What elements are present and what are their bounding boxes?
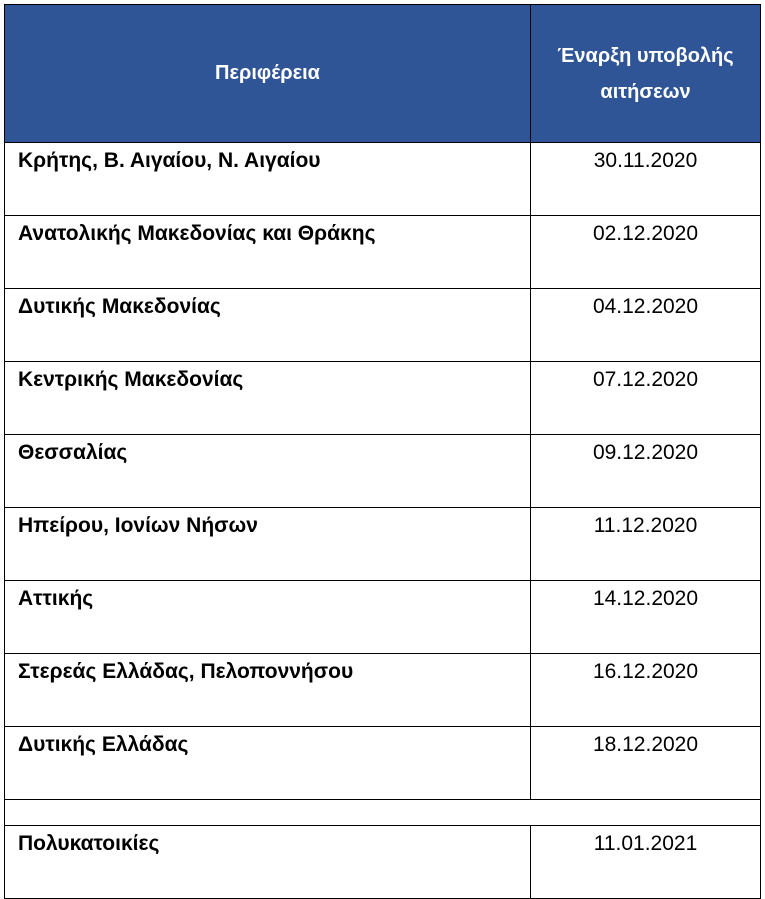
date-cell: 11.12.2020 [531,508,761,581]
table-row [5,143,761,216]
date-cell: 14.12.2020 [531,581,761,654]
region-cell: Δυτικής Ελλάδας [5,727,531,800]
region-cell: Αττικής [5,581,531,654]
region-cell: Κρήτης, Β. Αιγαίου, Ν. Αιγαίου [5,143,531,216]
date-cell: 04.12.2020 [531,289,761,362]
table-row [5,289,761,362]
table-row [5,508,761,581]
table-row [5,654,761,727]
header-region: Περιφέρεια [5,5,531,143]
spacer-row [5,800,761,826]
spacer-cell [5,800,761,826]
table-header-row [5,5,761,143]
region-cell: Δυτικής Μακεδονίας [5,289,531,362]
table-row [5,581,761,654]
date-cell: 18.12.2020 [531,727,761,800]
header-start-line1: Έναρξη υποβολής [557,44,734,67]
date-cell: 09.12.2020 [531,435,761,508]
header-start-line2: αιτήσεων [600,80,691,103]
region-cell: Κεντρικής Μακεδονίας [5,362,531,435]
region-cell: Ηπείρου, Ιονίων Νήσων [5,508,531,581]
date-cell: 02.12.2020 [531,216,761,289]
table-row [5,216,761,289]
region-cell: Στερεάς Ελλάδας, Πελοποννήσου [5,654,531,727]
table-row [5,435,761,508]
region-cell: Πολυκατοικίες [5,826,531,899]
schedule-table [4,4,761,899]
table-row [5,727,761,800]
date-cell: 16.12.2020 [531,654,761,727]
table-row [5,826,761,899]
region-cell: Θεσσαλίας [5,435,531,508]
header-start-date [531,5,761,143]
date-cell: 11.01.2021 [531,826,761,899]
region-cell: Ανατολικής Μακεδονίας και Θράκης [5,216,531,289]
date-cell: 07.12.2020 [531,362,761,435]
table-row [5,362,761,435]
date-cell: 30.11.2020 [531,143,761,216]
